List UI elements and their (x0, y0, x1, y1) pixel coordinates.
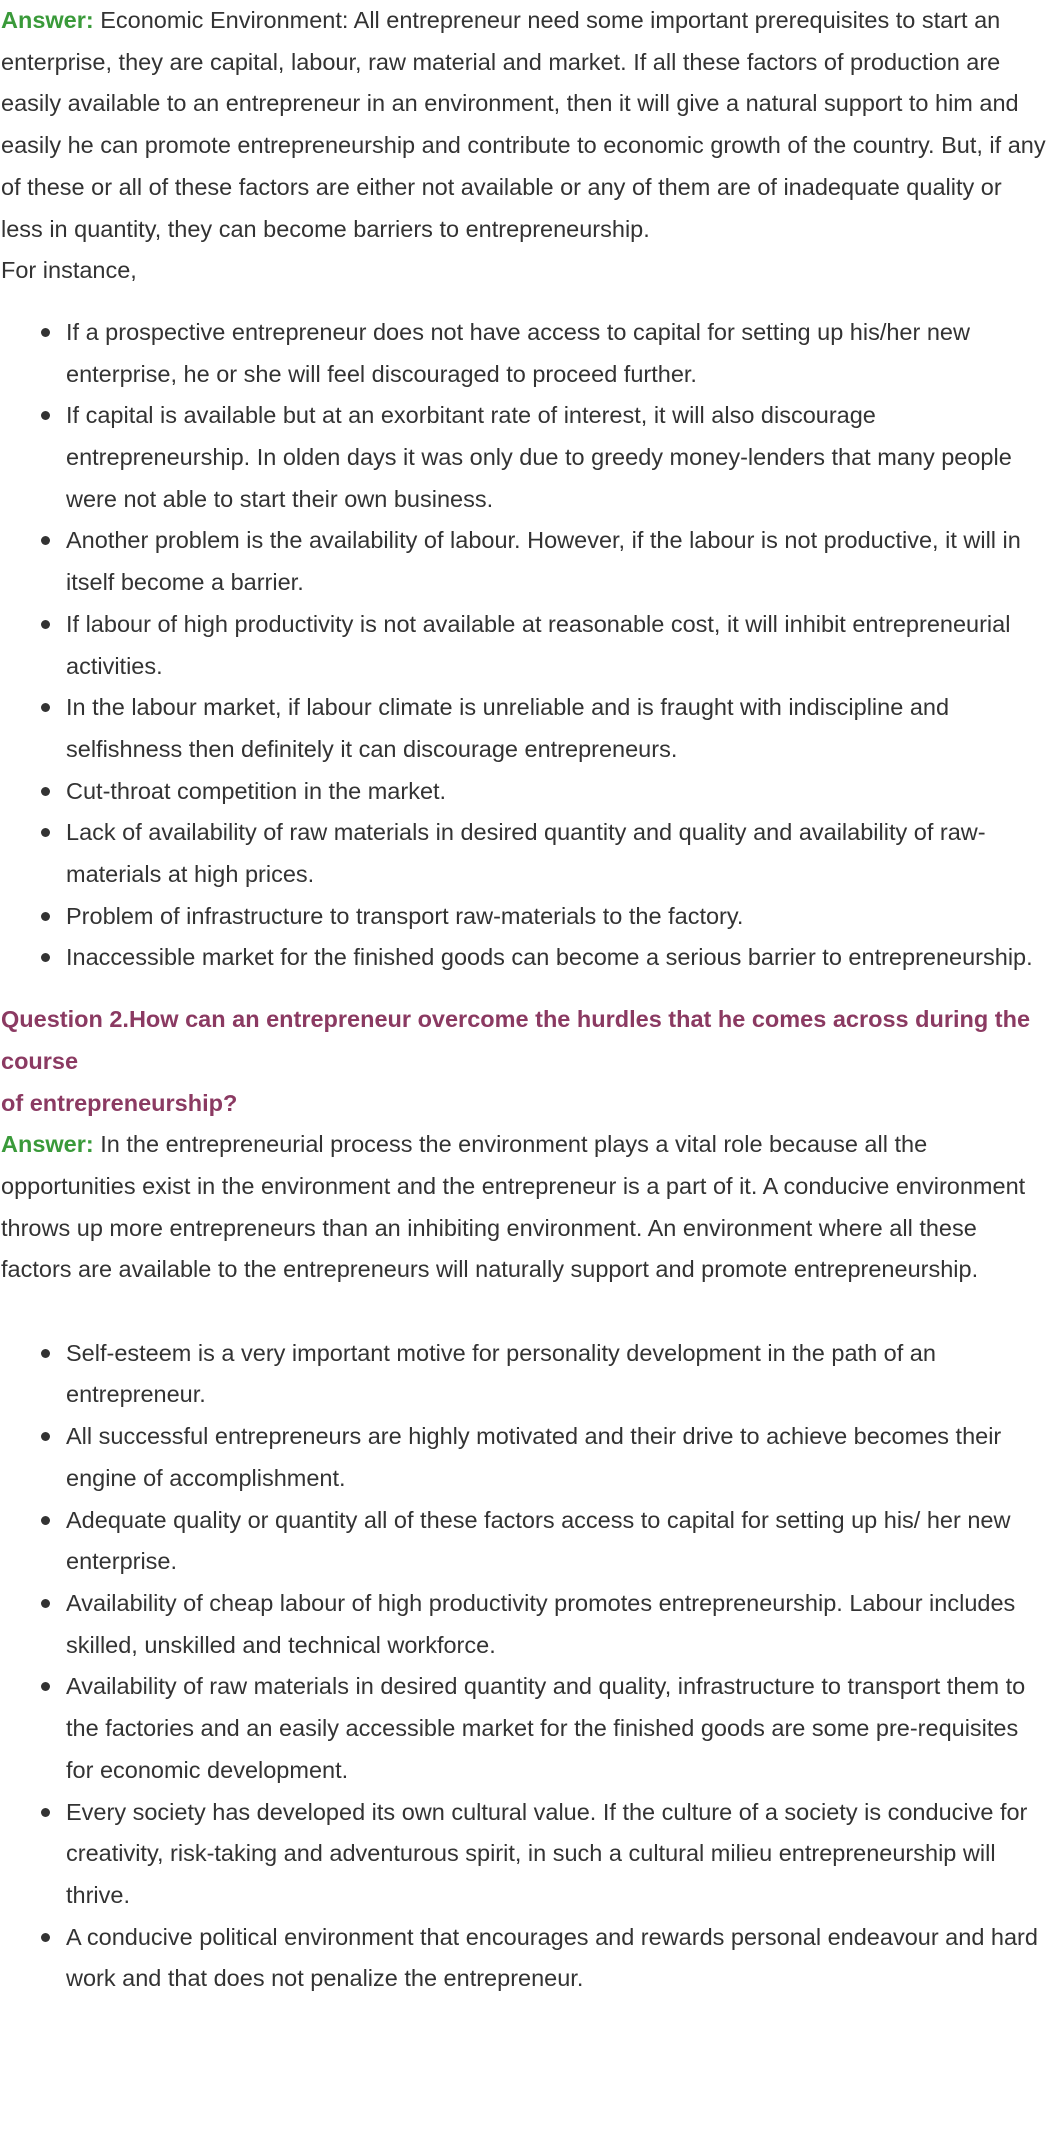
spacer (1, 292, 1047, 312)
list-item: All successful entrepreneurs are highly motivated and their drive to achieve becomes their engine of accomplishment. (66, 1416, 1047, 1499)
list-item: If capital is available but at an exorbitant rate of interest, it will also discourage entrepreneurship. In olden days it was only due to greedy money-lenders that many people were not able to start their own business. (66, 395, 1047, 520)
list-item: Adequate quality or quantity all of these factors access to capital for setting up his/ her new enterprise. (66, 1500, 1047, 1583)
spacer (1, 979, 1047, 999)
list-item: Another problem is the availability of labour. However, if the labour is not productive, it will in itself become a barrier. (66, 520, 1047, 603)
list-item: Inaccessible market for the finished goods can become a serious barrier to entrepreneurship. (66, 937, 1047, 979)
answer-2-text: In the entrepreneurial process the environment plays a vital role because all the opportunities exist in the environment and the entrepreneur is a part of it. A conducive environment throws up more entrepreneurs than an inhibiting environment. An environment where all these factors are available to the entrepreneurs will naturally support and promote entrepreneurship. (1, 1131, 1026, 1283)
list-item: Every society has developed its own cultural value. If the culture of a society is conducive for creativity, risk-taking and adventurous spirit, in such a cultural milieu entrepreneurship will thrive. (66, 1792, 1047, 1917)
question-2-line-1: Question 2.How can an entrepreneur overcome the hurdles that he comes across during the course (1, 1006, 1031, 1074)
answer-1-text: Economic Environment: All entrepreneur need some important prerequisites to start an enterprise, they are capital, labour, raw material and market. If all these factors of production are easily available to an entrepreneur in an environment, then it will give a natural support to him and easily he can promote entrepreneurship and contribute to economic growth of the country. But, if any of these or all of these factors are either not available or any of them are of inadequate quality or less in quantity, they can become barriers to entrepreneurship. (1, 7, 1046, 242)
answer-label: Answer: (1, 7, 94, 33)
for-instance-text: For instance, (1, 257, 137, 284)
list-item: If a prospective entrepreneur does not have access to capital for setting up his/her new enterprise, he or she will feel discouraged to proceed further. (66, 312, 1047, 395)
answer-1-paragraph (1, 0, 1047, 250)
answer-label: Answer: (1, 1131, 94, 1158)
answer-1-bullet-list (1, 312, 1047, 979)
list-item: If labour of high productivity is not available at reasonable cost, it will inhibit entrepreneurial activities. (66, 604, 1047, 687)
answer-2-paragraph (1, 1124, 1047, 1291)
list-item: Cut-throat competition in the market. (66, 771, 1047, 813)
list-item: Lack of availability of raw materials in desired quantity and quality and availability of raw-materials at high prices. (66, 812, 1047, 895)
list-item: A conducive political environment that encourages and rewards personal endeavour and hard work and that does not penalize the entrepreneur. (66, 1917, 1047, 2000)
list-item: Problem of infrastructure to transport raw-materials to the factory. (66, 896, 1047, 938)
answer-2-bullet-list (1, 1333, 1047, 2000)
list-item: In the labour market, if labour climate is unreliable and is fraught with indiscipline and selfishness then definitely it can discourage entrepreneurs. (66, 687, 1047, 770)
list-item: Self-esteem is a very important motive for personality development in the path of an entrepreneur. (66, 1333, 1047, 1416)
list-item: Availability of cheap labour of high productivity promotes entrepreneurship. Labour includes skilled, unskilled and technical workforce. (66, 1583, 1047, 1666)
spacer (1, 1291, 1047, 1333)
question-2-line-2: of entrepreneurship? (1, 1089, 238, 1116)
list-item: Availability of raw materials in desired quantity and quality, infrastructure to transport them to the factories and an easily accessible market for the finished goods are some pre-requisites for economic development. (66, 1666, 1047, 1791)
